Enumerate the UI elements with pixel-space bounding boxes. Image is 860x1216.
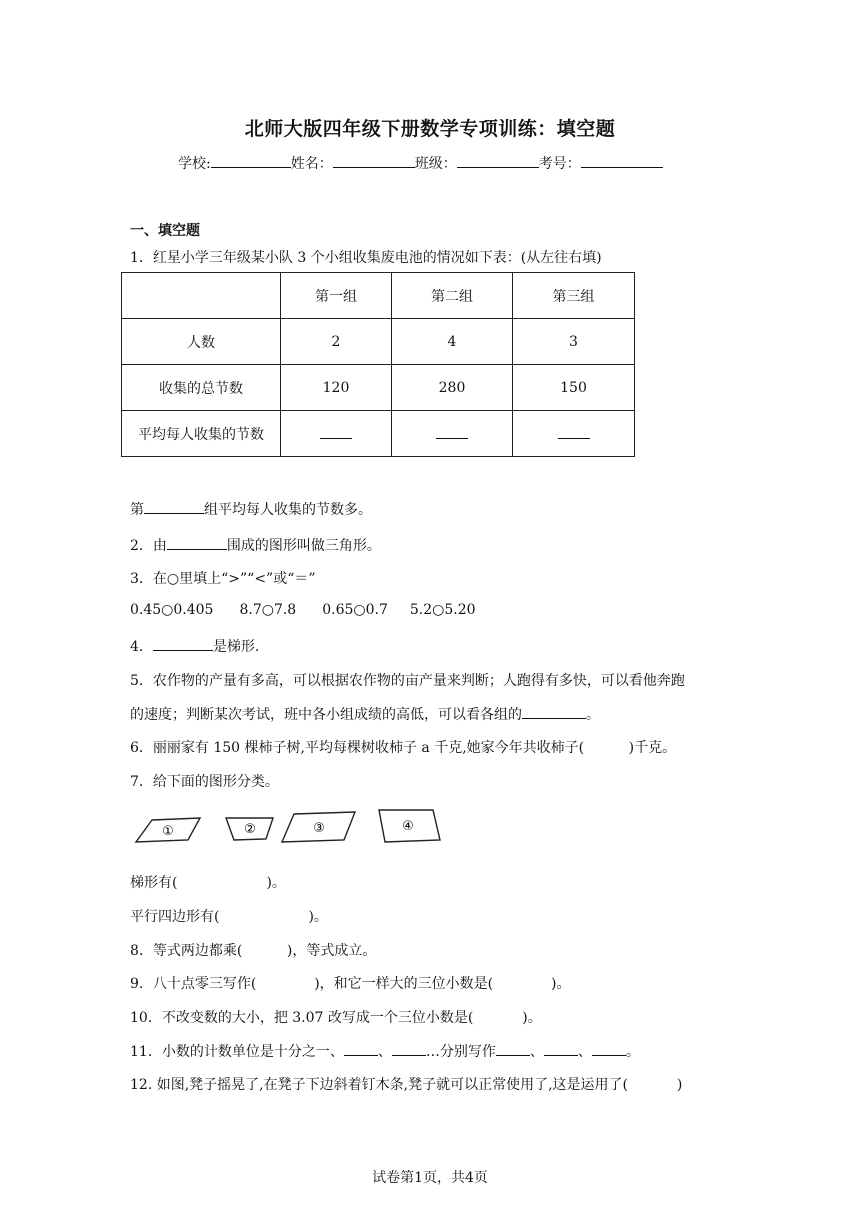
- table-row: [122, 411, 635, 457]
- trapezoid-answer-line: 梯形有( )。: [130, 875, 286, 891]
- answer-cell[interactable]: [513, 411, 635, 457]
- question-7: 7．给下面的图形分类。: [130, 774, 279, 790]
- table-header-cell: 第一组: [281, 273, 392, 319]
- answer-blank[interactable]: [522, 704, 586, 719]
- page-title: 北师大版四年级下册数学专项训练：填空题: [244, 118, 616, 140]
- compare-item: 0.65○0.7: [322, 602, 388, 618]
- table-cell: 4: [392, 319, 513, 365]
- question-5-line-1: 5．农作物的产量有多高，可以根据农作物的亩产量来判断；人跑得有多快，可以看他奔跑: [130, 673, 685, 689]
- compare-item: 5.2○5.20: [409, 602, 476, 618]
- name-blank[interactable]: [333, 153, 415, 168]
- table-header-cell: 第二组: [392, 273, 513, 319]
- table-cell: 人数: [122, 319, 281, 365]
- text-fragment: 围成的图形叫做三角形。: [226, 538, 381, 554]
- parallelogram-answer-line: 平行四边形有( )。: [130, 909, 328, 925]
- shape-label: ④: [402, 819, 414, 834]
- page-footer: 试卷第1页，共4页: [372, 1170, 488, 1186]
- shape-1-parallelogram: [136, 818, 200, 842]
- answer-blank[interactable]: [544, 1041, 578, 1056]
- text-fragment: 、: [377, 1044, 392, 1060]
- answer-blank[interactable]: [344, 1041, 378, 1056]
- section-heading: 一、填空题: [130, 223, 200, 239]
- shape-label: ②: [244, 822, 256, 837]
- question-4: [130, 636, 259, 656]
- name-label: 姓名：: [290, 156, 333, 172]
- shape-4-trapezoid: [379, 810, 440, 842]
- question-6: 6．丽丽家有 150 棵柿子树,平均每棵树收柿子 a 千克,她家今年共收柿子( )千克。: [130, 740, 677, 756]
- question-1: 1．红星小学三年级某小队 3 个小组收集废电池的情况如下表：(从左往右填): [130, 250, 602, 266]
- shape-label: ③: [313, 821, 325, 836]
- question-2: [130, 535, 381, 555]
- table-cell: 3: [513, 319, 635, 365]
- question-10: 10．不改变数的大小，把 3.07 改写成一个三位小数是( )。: [130, 1010, 542, 1026]
- school-blank[interactable]: [211, 153, 291, 168]
- text-fragment: 2．由: [130, 538, 167, 554]
- class-label: 班级：: [414, 156, 457, 172]
- text-fragment: …分别写作: [425, 1044, 496, 1060]
- school-label: 学校:: [178, 156, 211, 172]
- text-fragment: 、: [577, 1044, 592, 1060]
- text-fragment: 。: [625, 1044, 640, 1060]
- text-fragment: 11．小数的计数单位是十分之一、: [130, 1044, 344, 1060]
- answer-blank[interactable]: [592, 1041, 626, 1056]
- student-info-line: [178, 153, 663, 173]
- table-header-cell: [122, 273, 281, 319]
- question-1-followup: [130, 499, 372, 519]
- exam-no-label: 考号：: [538, 156, 581, 172]
- compare-item: 8.7○7.8: [239, 602, 297, 618]
- shape-3-parallelogram: [282, 812, 355, 842]
- question-11: [130, 1041, 640, 1061]
- answer-blank[interactable]: [558, 424, 590, 439]
- table-cell: 2: [281, 319, 392, 365]
- text-fragment: 第: [130, 502, 144, 518]
- text-fragment: 。: [586, 707, 600, 723]
- class-blank[interactable]: [457, 153, 539, 168]
- answer-blank[interactable]: [496, 1041, 530, 1056]
- question-3-items: [130, 602, 476, 618]
- answer-blank[interactable]: [320, 424, 352, 439]
- compare-item: 0.45○0.405: [130, 602, 214, 618]
- answer-blank[interactable]: [392, 1041, 426, 1056]
- table-cell: 平均每人收集的节数: [122, 411, 281, 457]
- answer-blank[interactable]: [436, 424, 468, 439]
- question-3: 3．在○里填上“>”“<”或“＝”: [130, 571, 316, 587]
- question-12: 12. 如图,凳子摇晃了,在凳子下边斜着钉木条,凳子就可以正常使用了,这是运用了( ): [130, 1077, 683, 1093]
- table-cell: 280: [392, 365, 513, 411]
- exam-no-blank[interactable]: [581, 153, 663, 168]
- table-header-row: [122, 273, 635, 319]
- table-cell: 120: [281, 365, 392, 411]
- shape-label: ①: [162, 824, 174, 839]
- text-fragment: 、: [529, 1044, 544, 1060]
- table-cell: 收集的总节数: [122, 365, 281, 411]
- shape-2-trapezoid: [226, 818, 273, 840]
- battery-collection-table: [121, 272, 635, 457]
- answer-blank[interactable]: [144, 499, 204, 514]
- text-fragment: 组平均每人收集的节数多。: [204, 502, 372, 518]
- quadrilateral-figures: [132, 802, 452, 862]
- answer-blank[interactable]: [167, 535, 227, 550]
- text-fragment: 4．: [130, 639, 153, 655]
- question-9: 9．八十点零三写作( )，和它一样大的三位小数是( )。: [130, 976, 571, 992]
- question-5-line-2: [130, 704, 600, 724]
- answer-cell[interactable]: [281, 411, 392, 457]
- answer-blank[interactable]: [153, 636, 213, 651]
- table-header-cell: 第三组: [513, 273, 635, 319]
- table-row: [122, 365, 635, 411]
- table-cell: 150: [513, 365, 635, 411]
- question-8: 8．等式两边都乘( )，等式成立。: [130, 943, 377, 959]
- table-row: [122, 319, 635, 365]
- answer-cell[interactable]: [392, 411, 513, 457]
- text-fragment: 的速度；判断某次考试，班中各小组成绩的高低，可以看各组的: [130, 707, 522, 723]
- text-fragment: 是梯形.: [212, 639, 260, 655]
